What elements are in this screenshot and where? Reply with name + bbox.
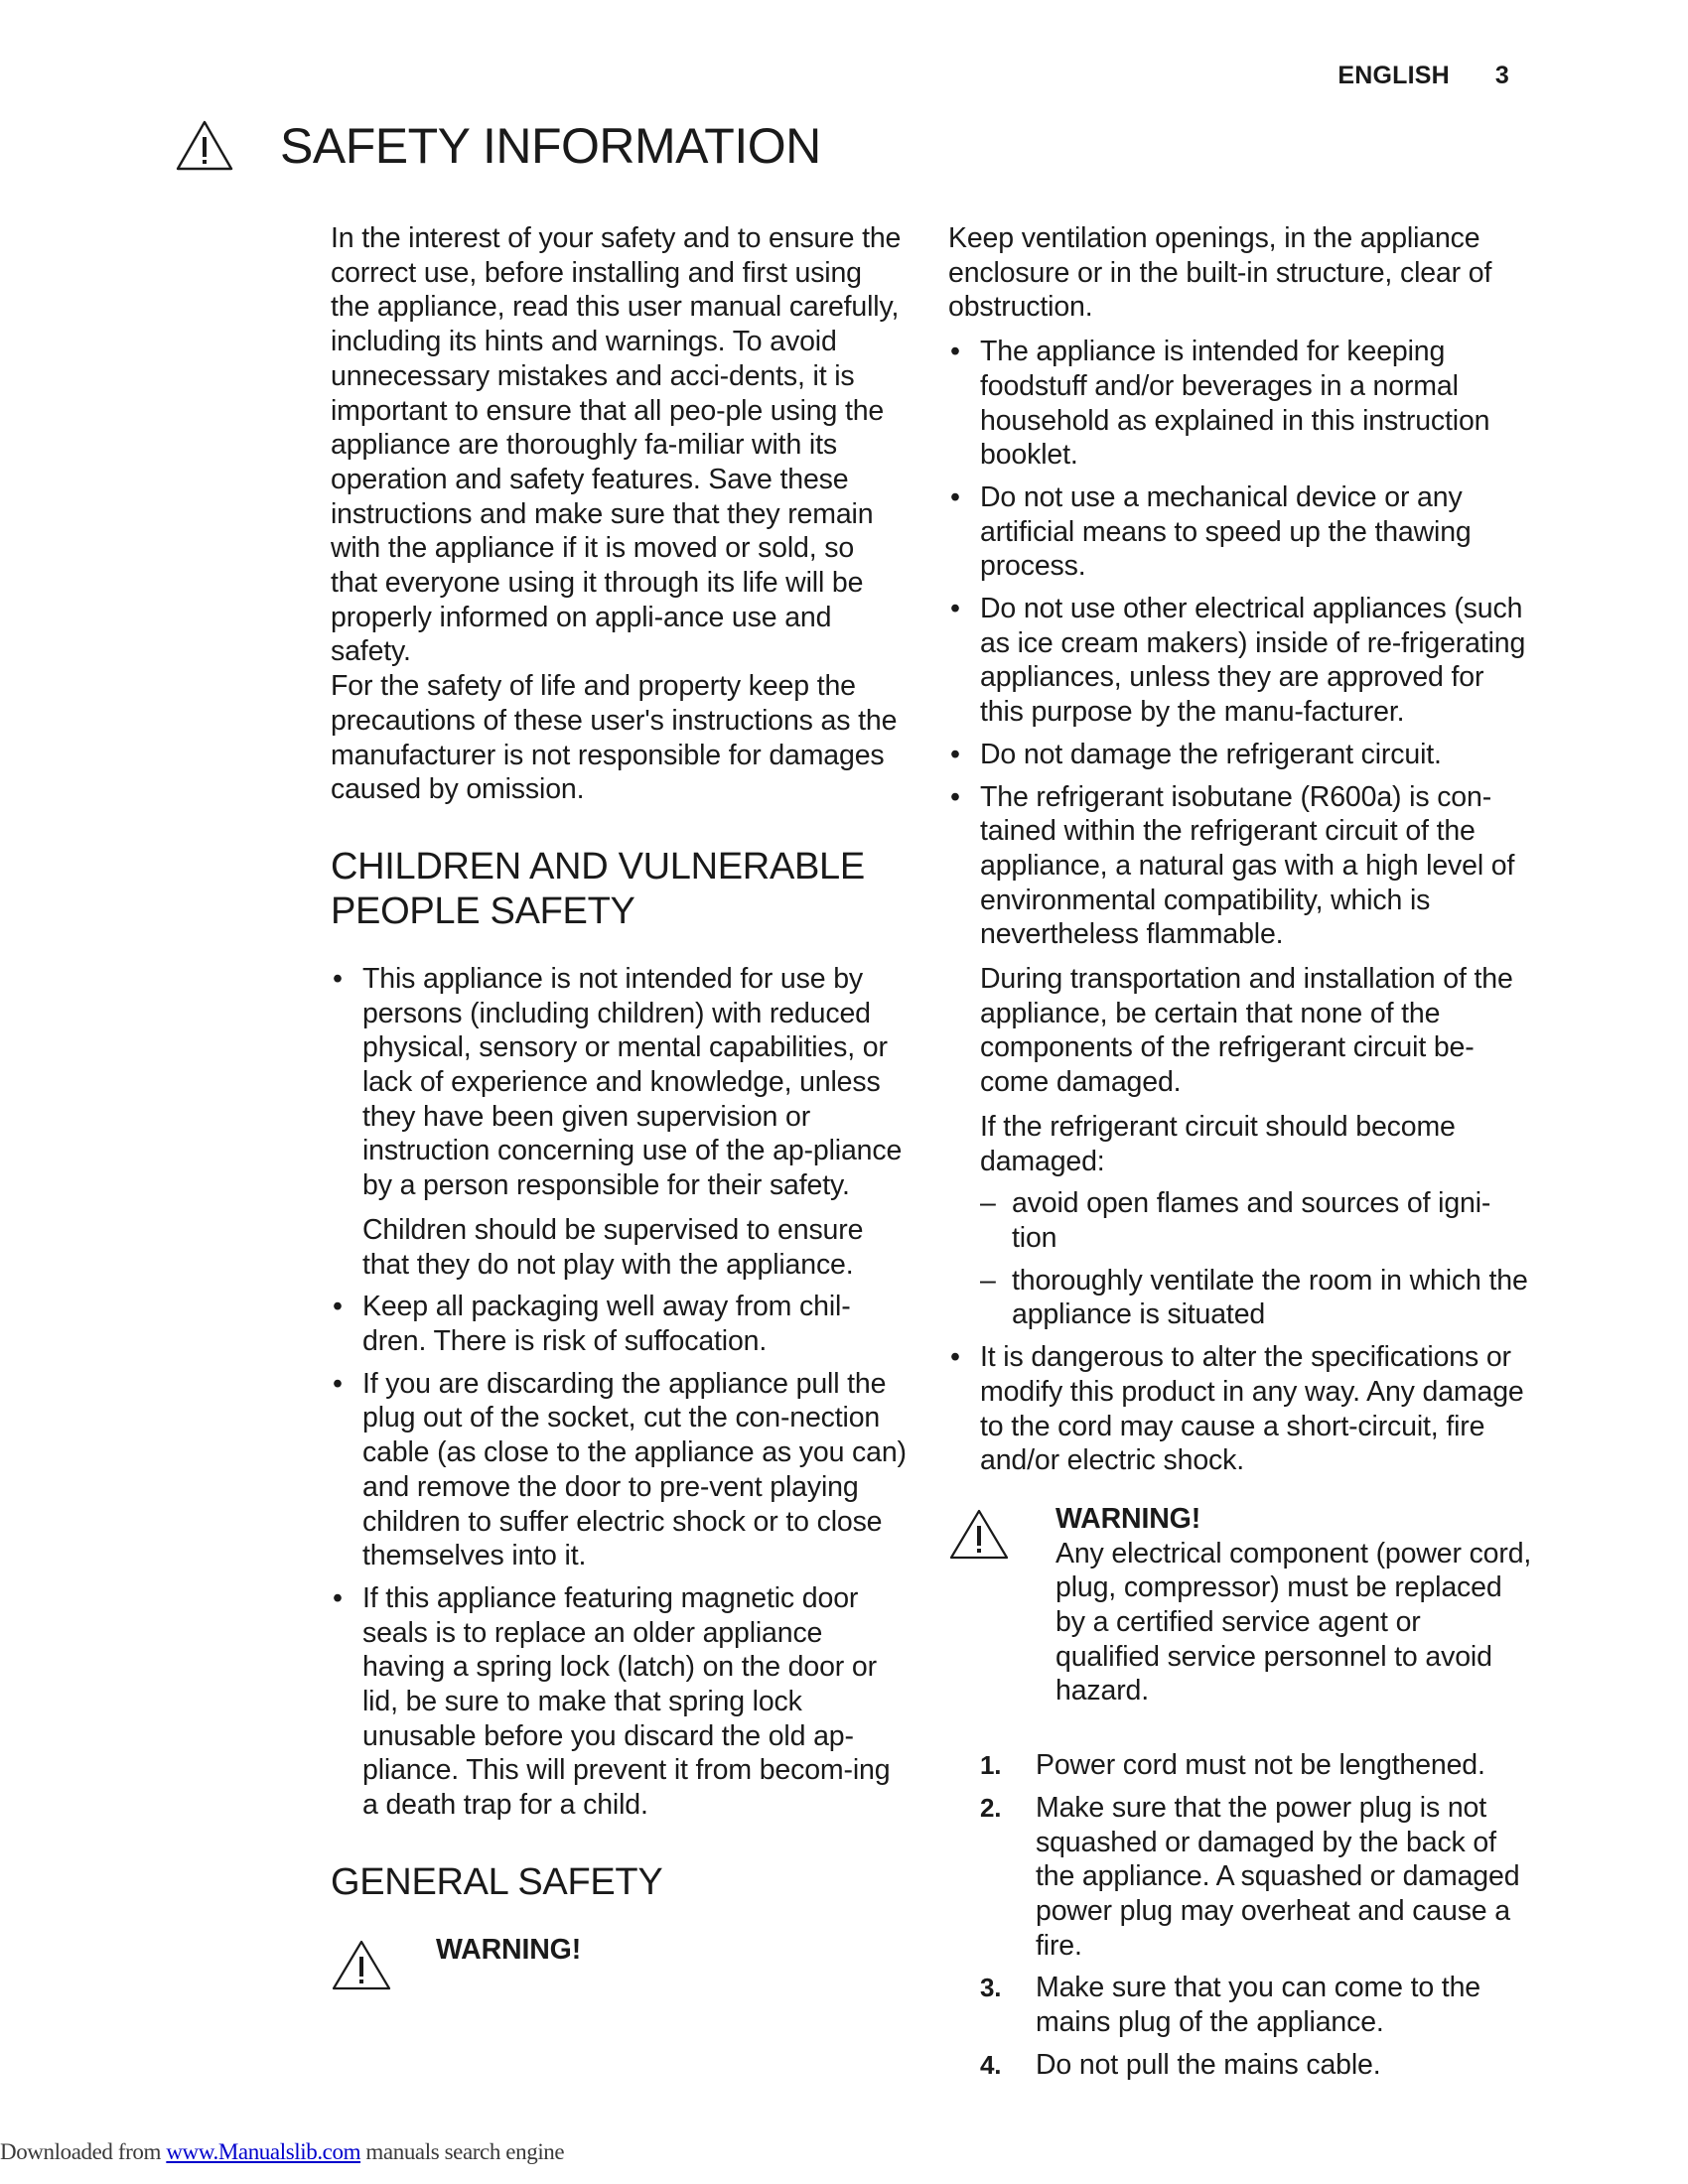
list-item: 1. Power cord must not be lengthened.: [980, 1749, 1485, 1782]
general-warning: [331, 1933, 907, 1992]
list-item: • Do not damage the refrigerant circuit.: [948, 738, 1532, 772]
language-label: ENGLISH: [1337, 62, 1450, 89]
list-item: • It is dangerous to alter the specifications or modify this product in any way. Any damage to the cord may cause a short-circuit, fire and/or electric shock.: [948, 1340, 1532, 1478]
list-item: – thoroughly ventilate the room in which the appliance is situated: [980, 1264, 1532, 1332]
children-section-heading: CHILDREN AND VULNERABLE PEOPLE SAFETY: [331, 845, 865, 932]
warning-triangle-icon: [175, 119, 234, 173]
footer-suffix: manuals search engine: [360, 2139, 565, 2164]
damaged-note: If the refrigerant circuit should become damaged:: [980, 1110, 1456, 1177]
page-title: SAFETY INFORMATION: [280, 118, 821, 174]
title-row: [175, 111, 821, 181]
page-number: 3: [1494, 62, 1509, 89]
list-item: 2. Make sure that the power plug is not squashed or damaged by the back of the appliance. A squashed or damaged power plug may overheat and cause a fire.: [980, 1791, 1520, 1962]
transport-note: During transportation and installation of the appliance, be certain that none of the components of the refrigerant circuit be-come damaged.: [980, 963, 1513, 1099]
page-header: [1337, 62, 1509, 90]
list-item: 4. Do not pull the mains cable.: [980, 2048, 1381, 2081]
electrical-warning: [948, 1502, 1532, 1708]
list-item: • Do not use other electrical appliances (such as ice cream makers) inside of re-frigerating appliances, unless they are approved for this purpose by the manu-facturer.: [948, 592, 1532, 730]
left-column: [331, 221, 907, 1992]
manualslib-link[interactable]: www.Manualslib.com: [166, 2139, 361, 2164]
list-item: – avoid open flames and sources of igni-tion: [980, 1186, 1532, 1255]
intro-paragraph-1: In the interest of your safety and to ensure the correct use, before installing and first using the appliance, read this user manual carefully, including its hints and warnings. To avoid unnecessary mistakes and acci-dents, it is important to ensure that all peo-ple using the appliance are thoroughly fa-miliar with its operation and safety features. Save these instructions and make sure that they remain with the appliance if it is moved or sold, so that everyone using it through its life will be properly informed on appli-ance use and safety.: [331, 222, 902, 668]
warning-label: WARNING!: [436, 1933, 582, 1966]
list-item: • Do not use a mechanical device or any artificial means to speed up the thawing process.: [948, 480, 1532, 584]
damaged-actions-list: [980, 1186, 1532, 1332]
intro-paragraph-2: For the safety of life and property keep the precautions of these user's instructions as the manufacturer is not responsible for damages caused by omission.: [331, 670, 898, 806]
list-item: • Keep all packaging well away from chil-dren. There is risk of suffocation.: [331, 1290, 907, 1358]
warning-triangle-icon: [331, 1939, 392, 1992]
right-column: [948, 221, 1532, 2090]
power-cord-numbered-list: [948, 1748, 1532, 2082]
children-list: [331, 962, 907, 1823]
warning-label: WARNING!: [1055, 1502, 1201, 1535]
general-safety-list: [948, 335, 1532, 1478]
list-item: • If this appliance featuring magnetic door seals is to replace an older appliance having a spring lock (latch) on the door or lid, be sure to make that spring lock unusable before you discard the old ap-pliance. This will prevent it from becom-ing a death trap for a child.: [331, 1581, 907, 1823]
supervision-note: Children should be supervised to ensure that they do not play with the appliance.: [362, 1213, 864, 1281]
ventilation-paragraph: Keep ventilation openings, in the appliance enclosure or in the built-in structure, clear of obstruction.: [948, 222, 1492, 324]
warning-text: Any electrical component (power cord, plug, compressor) must be replaced by a certified service agent or qualified service personnel to avoid hazard.: [1055, 1537, 1532, 1707]
download-footer: [0, 2139, 564, 2165]
list-item: • This appliance is not intended for use by persons (including children) with reduced physical, sensory or mental capabilities, or lack of experience and knowledge, unless they have been given supervision or instruction concerning use of the ap-pliance by a person responsible for their safety. Children should be supervised to ensure that they do not play with the appliance.: [331, 962, 907, 1282]
list-item: 3. Make sure that you can come to the mains plug of the appliance.: [980, 1972, 1480, 2039]
warning-triangle-icon: [948, 1508, 1010, 1562]
footer-prefix: Downloaded from: [0, 2139, 167, 2164]
list-item: • If you are discarding the appliance pull the plug out of the socket, cut the con-nection cable (as close to the appliance as you can) and remove the door to pre-vent playing children to suffer electric shock or to close themselves into it.: [331, 1367, 907, 1573]
list-item: • The refrigerant isobutane (R600a) is con-tained within the refrigerant circuit of the appliance, a natural gas with a high level of environmental compatibility, which is nevertheless flammable. During transportation and installation of the appliance, be certain that none of the components of the refrigerant circuit be-come damaged. If the refrigerant circuit should become damaged: – avoid open flames and sources of igni-tion – thoroughly ventilate the room in which the appliance is situated: [948, 780, 1532, 1333]
general-safety-heading: GENERAL SAFETY: [331, 1860, 663, 1903]
list-item: • The appliance is intended for keeping foodstuff and/or beverages in a normal household as explained in this instruction booklet.: [948, 335, 1532, 473]
